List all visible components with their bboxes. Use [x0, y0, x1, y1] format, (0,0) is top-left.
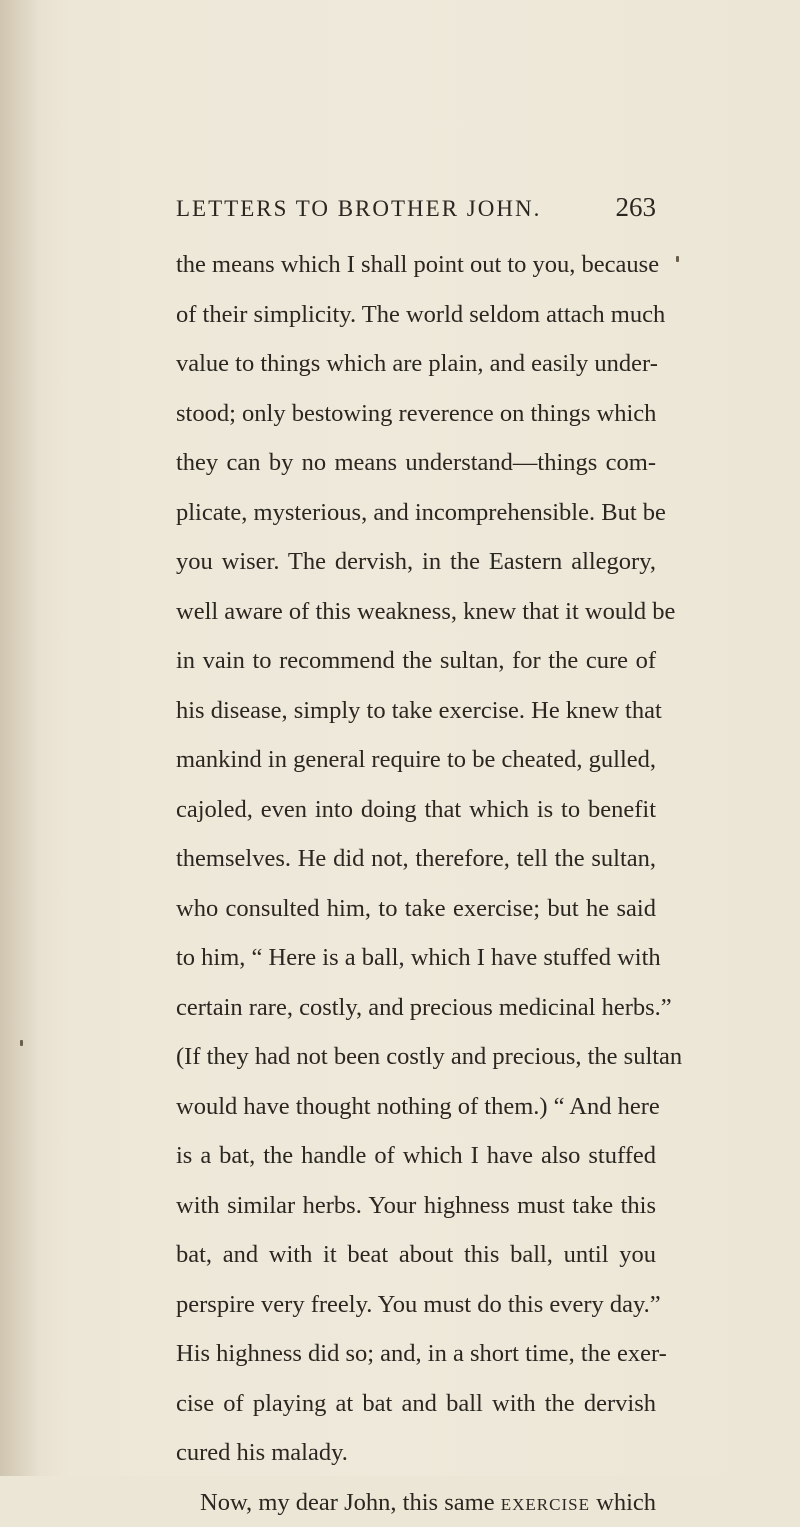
text-line: in vain to recommend the sultan, for the cure of: [176, 636, 656, 686]
text-line: themselves. He did not, therefore, tell the sultan,: [176, 834, 656, 884]
text-line: (If they had not been costly and precious, the sultan: [176, 1032, 656, 1082]
text-line: to him, “ Here is a ball, which I have stuffed with: [176, 933, 656, 983]
running-title: LETTERS TO BROTHER JOHN.: [176, 196, 541, 222]
text-line: mankind in general require to be cheated, gulled,: [176, 735, 656, 785]
body-text: [176, 240, 656, 1527]
line-text-start: Now, my dear John, this same: [200, 1489, 501, 1516]
text-line: value to things which are plain, and easily under-: [176, 339, 656, 389]
text-line: his disease, simply to take exercise. He knew that: [176, 686, 656, 736]
page-number: 263: [616, 192, 657, 223]
line-text-end: which: [590, 1489, 656, 1516]
gutter-shadow: [0, 0, 40, 1476]
text-line: with similar herbs. Your highness must take this: [176, 1181, 656, 1231]
new-paragraph-line: [176, 1478, 656, 1527]
text-line: would have thought nothing of them.) “ And here: [176, 1082, 656, 1132]
text-line: the means which I shall point out to you, because: [176, 240, 656, 290]
text-line: well aware of this weakness, knew that it would be: [176, 587, 656, 637]
text-line: you wiser. The dervish, in the Eastern allegory,: [176, 537, 656, 587]
text-line: is a bat, the handle of which I have also stuffed: [176, 1131, 656, 1181]
margin-mark: [676, 256, 679, 262]
text-line: plicate, mysterious, and incomprehensible. But be: [176, 488, 656, 538]
text-line: cajoled, even into doing that which is to benefit: [176, 785, 656, 835]
paragraph-end-line: cured his malady.: [176, 1428, 656, 1478]
text-line: they can by no means understand—things com-: [176, 438, 656, 488]
text-line: stood; only bestowing reverence on things which: [176, 389, 656, 439]
text-line: perspire very freely. You must do this every day.”: [176, 1280, 656, 1330]
text-line: bat, and with it beat about this ball, until you: [176, 1230, 656, 1280]
small-caps-word: exercise: [501, 1489, 590, 1516]
text-line: certain rare, costly, and precious medicinal herbs.”: [176, 983, 656, 1033]
text-line: cise of playing at bat and ball with the dervish: [176, 1379, 656, 1429]
margin-mark: [20, 1040, 23, 1046]
running-head: [176, 192, 656, 232]
text-line: of their simplicity. The world seldom attach much: [176, 290, 656, 340]
text-line: who consulted him, to take exercise; but he said: [176, 884, 656, 934]
text-line: His highness did so; and, in a short time, the exer-: [176, 1329, 656, 1379]
